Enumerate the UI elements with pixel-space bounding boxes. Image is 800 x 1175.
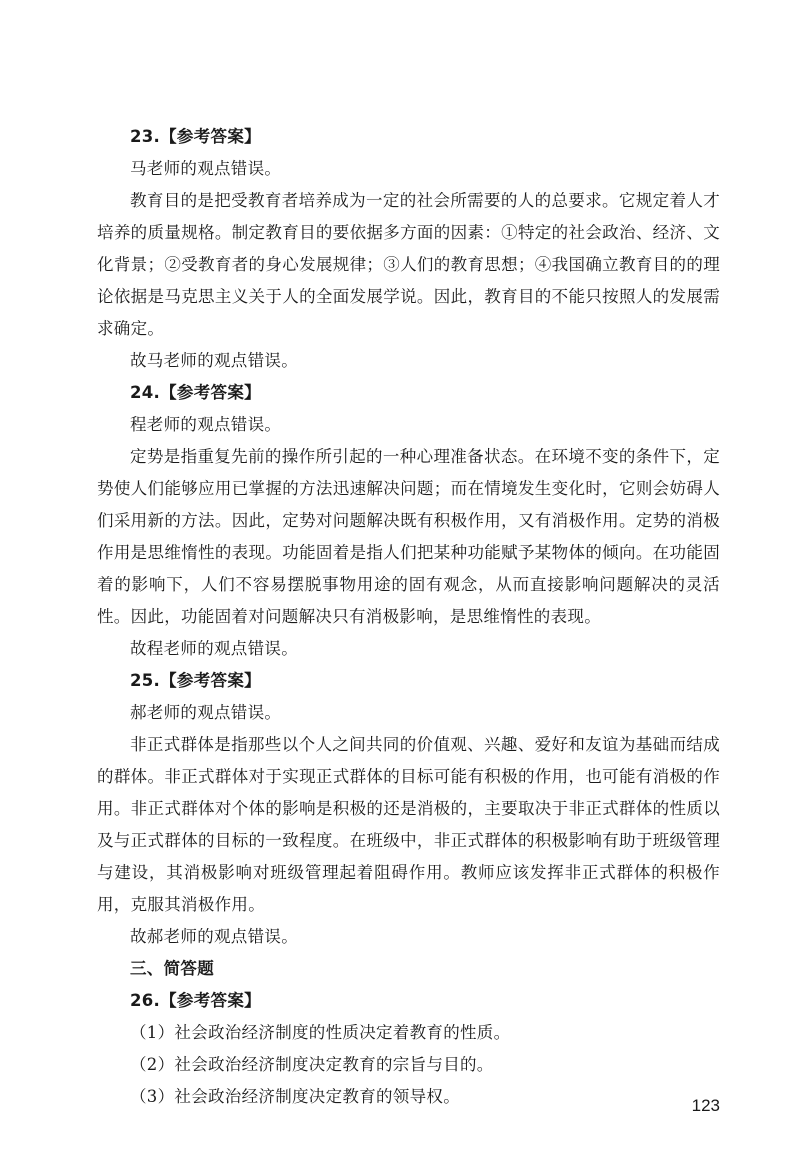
list-item: （2）社会政治经济制度决定教育的宗旨与目的。 — [130, 1055, 494, 1074]
list-item: （1）社会政治经济制度的性质决定着教育的性质。 — [130, 1023, 511, 1042]
paragraph: 教育目的是把受教育者培养成为一定的社会所需要的人的总要求。它规定着人才培养的质量规格。制定教育目的要依据多方面的因素：①特定的社会政治、经济、文化背景；②受教育者的身心发展规律；③人们的教育思想；④我国确立教育目的的理论依据是马克思主义关于人的全面发展学说。因此，教育目的不能只按照人的发展需求确定。 — [97, 191, 720, 338]
section-heading-short-answer: 三、简答题 — [130, 959, 214, 978]
answer-content — [97, 121, 720, 1113]
paragraph: 故程老师的观点错误。 — [130, 639, 298, 658]
answer-heading-23: 23.【参考答案】 — [130, 127, 261, 146]
answer-heading-24: 24.【参考答案】 — [130, 383, 261, 402]
paragraph: 程老师的观点错误。 — [130, 415, 282, 434]
paragraph: 郝老师的观点错误。 — [130, 703, 282, 722]
paragraph: 故马老师的观点错误。 — [130, 351, 298, 370]
paragraph: 马老师的观点错误。 — [130, 159, 282, 178]
paragraph: 定势是指重复先前的操作所引起的一种心理准备状态。在环境不变的条件下，定势使人们能够应用已掌握的方法迅速解决问题；而在情境发生变化时，它则会妨碍人们采用新的方法。因此，定势对问题解决既有积极作用，又有消极作用。定势的消极作用是思维惰性的表现。功能固着是指人们把某种功能赋予某物体的倾向。在功能固着的影响下，人们不容易摆脱事物用途的固有观念，从而直接影响问题解决的灵活性。因此，功能固着对问题解决只有消极影响，是思维惰性的表现。 — [97, 447, 720, 626]
list-item: （3）社会政治经济制度决定教育的领导权。 — [130, 1087, 460, 1106]
answer-heading-25: 25.【参考答案】 — [130, 671, 261, 690]
paragraph: 故郝老师的观点错误。 — [130, 927, 298, 946]
paragraph: 非正式群体是指那些以个人之间共同的价值观、兴趣、爱好和友谊为基础而结成的群体。非正式群体对于实现正式群体的目标可能有积极的作用，也可能有消极的作用。非正式群体对个体的影响是积极的还是消极的，主要取决于非正式群体的性质以及与正式群体的目标的一致程度。在班级中，非正式群体的积极影响有助于班级管理与建设，其消极影响对班级管理起着阻碍作用。教师应该发挥非正式群体的积极作用，克服其消极作用。 — [97, 735, 720, 914]
page-number: 123 — [691, 1096, 720, 1115]
answer-heading-26: 26.【参考答案】 — [130, 991, 261, 1010]
